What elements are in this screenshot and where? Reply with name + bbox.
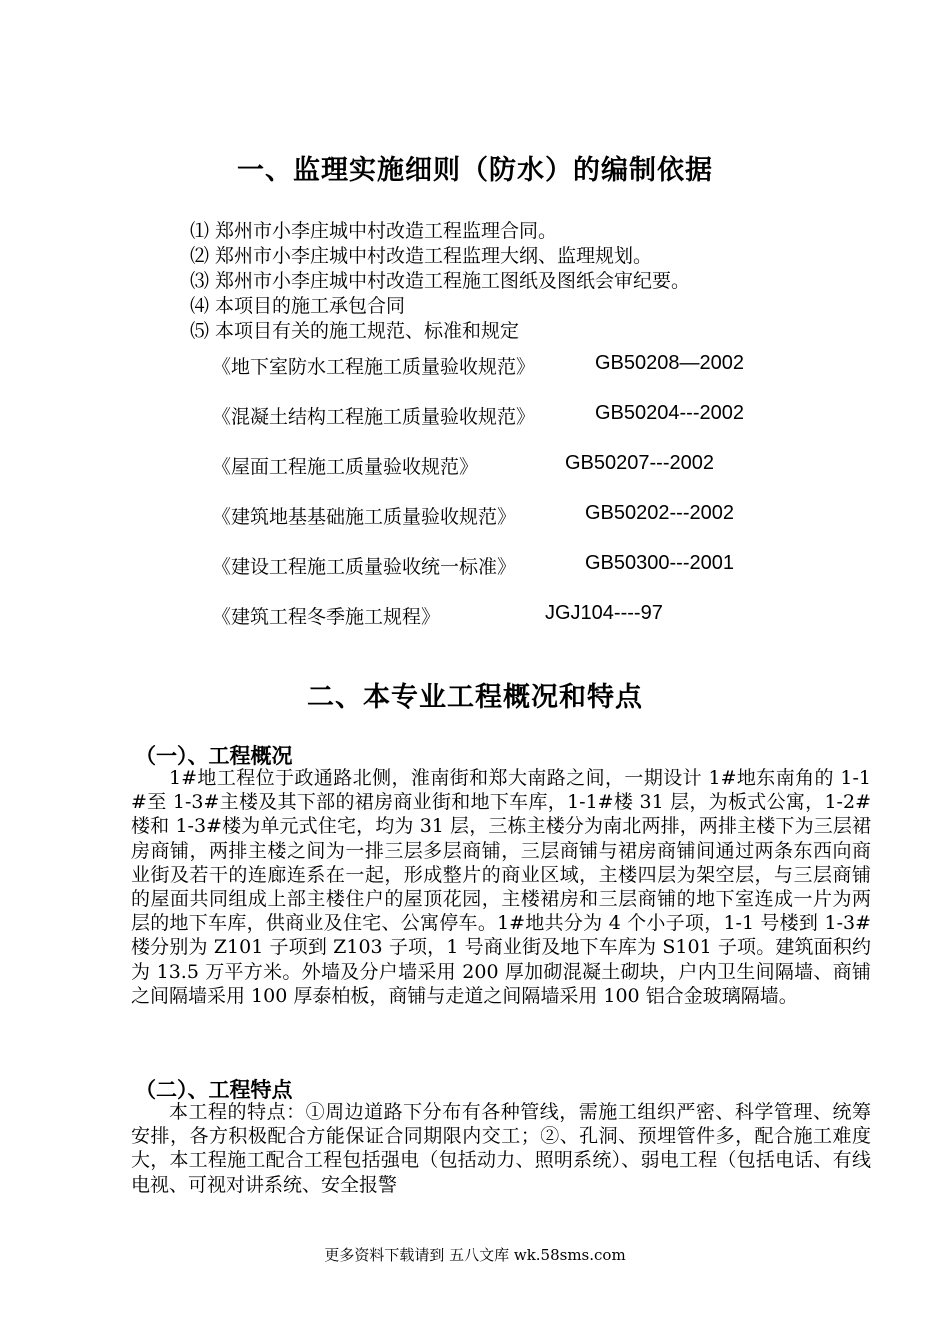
overview-paragraph: 1#地工程位于政通路北侧，淮南街和郑大南路之间，一期设计 1#地东南角的 1-1#至 1-3#主楼及其下部的裙房商业街和地下车库，1-1#楼 31 层，为板式公寓，1-2#楼和 1-3#楼为单元式住宅，均为 31 层，三栋主楼分为南北两排，两排主楼下为三层裙房商铺，两排主楼之间为一排三层多层商铺，三层商铺与裙房商铺间通过两条东西向商业街及若干的连廊连系在一起，形成整片的商业区域，主楼四层为架空层，与三层商铺的屋面共同组成上部主楼住户的屋顶花园，主楼裙房和三层商铺的地下室连成一片为两层的地下车库，供商业及住宅、公寓停车。1#地共分为 4 个小子项，1-1 号楼到 1-3#楼分别为 Z101 子项到 Z103 子项，1 号商业街及地下车库为 S101 子项。建筑面积约为 13.5 万平方米。外墙及分户墙采用 200 厚加砌混凝土砌块，户内卫生间隔墙、商铺之间隔墙采用 100 厚泰柏板，商铺与走道之间隔墙采用 100 铝合金玻璃隔墙。 bbox=[131, 767, 871, 1007]
standard-name: 《建筑工程冬季施工规程》 bbox=[212, 606, 441, 628]
standard-name: 《屋面工程施工质量验收规范》 bbox=[212, 456, 479, 478]
basis-item: ⑶ 郑州市小李庄城中村改造工程施工图纸及图纸会审纪要。 bbox=[190, 270, 691, 292]
features-paragraph: 本工程的特点：①周边道路下分布有各种管线，需施工组织严密、科学管理、统筹安排，各方积极配合方能保证合同期限内交工；②、孔洞、预埋管件多，配合施工难度大，本工程施工配合工程包括强电（包括动力、照明系统）、弱电工程（包括电话、有线电视、可视对讲系统、安全报警 bbox=[131, 1101, 871, 1196]
standard-code: GB50207---2002 bbox=[565, 452, 714, 474]
standard-name: 《建设工程施工质量验收统一标准》 bbox=[212, 556, 517, 578]
standard-code: JGJ104----97 bbox=[545, 602, 663, 624]
section2-title: 二、本专业工程概况和特点 bbox=[307, 682, 643, 713]
standard-name: 《建筑地基基础施工质量验收规范》 bbox=[212, 506, 517, 528]
standard-name: 《混凝土结构工程施工质量验收规范》 bbox=[212, 406, 536, 428]
basis-item: ⑵ 郑州市小李庄城中村改造工程监理大纲、监理规划。 bbox=[190, 245, 653, 267]
overview-heading: （一）、工程概况 bbox=[135, 744, 293, 768]
basis-item: ⑸ 本项目有关的施工规范、标准和规定 bbox=[190, 320, 520, 342]
section1-title: 一、监理实施细则（防水）的编制依据 bbox=[237, 155, 713, 186]
standard-name: 《地下室防水工程施工质量验收规范》 bbox=[212, 356, 536, 378]
standard-code: GB50202---2002 bbox=[585, 502, 734, 524]
standard-code: GB50208—2002 bbox=[595, 352, 745, 374]
footer-note: 更多资料下载请到 五八文库 wk.58sms.com bbox=[324, 1246, 626, 1264]
standard-code: GB50300---2001 bbox=[585, 552, 734, 574]
basis-item: ⑷ 本项目的施工承包合同 bbox=[190, 295, 406, 317]
standard-code: GB50204---2002 bbox=[595, 402, 744, 424]
basis-item: ⑴ 郑州市小李庄城中村改造工程监理合同。 bbox=[190, 220, 558, 242]
features-heading: （二）、工程特点 bbox=[135, 1078, 293, 1102]
